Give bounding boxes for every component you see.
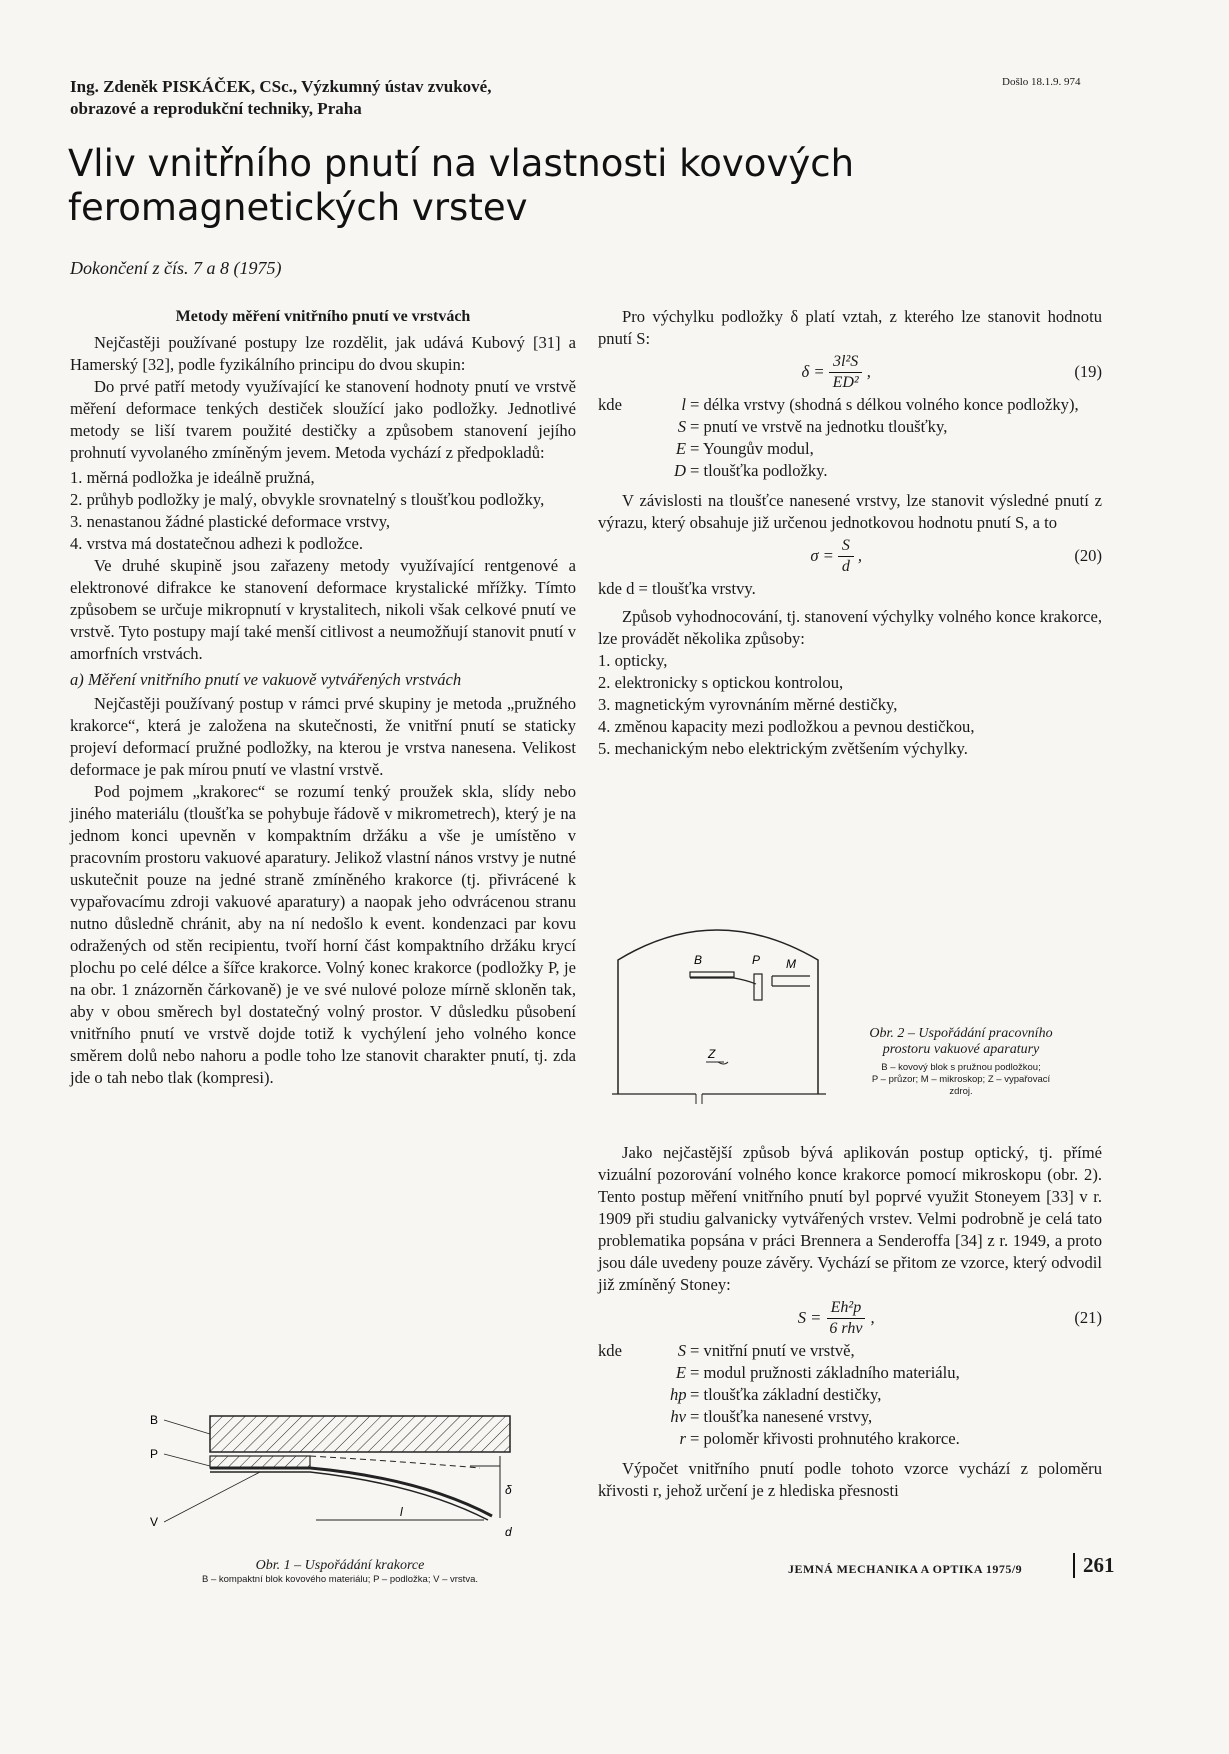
eq-tail: , — [870, 1308, 875, 1327]
def-text: tloušťka podložky. — [703, 461, 828, 480]
figure-2 — [606, 914, 1096, 1114]
def-lead — [598, 1406, 670, 1428]
list-item: 5. mechanickým nebo elektrickým zvětšením výchylky. — [598, 739, 968, 758]
paragraph: Ve druhé skupině jsou zařazeny metody využívající rentgenové a elektronové difrakce ke stanovení deformace krystalické mřížky. Tímto způsobem se určuje mikropnutí v krystalitech, nikoli však celkové pnutí ve vrstvě. Tyto postupy mají také menší citlivost a neumožňují stanovit pnutí v amorfních vrstvách. — [70, 556, 576, 663]
article-title — [68, 142, 854, 230]
figure-1-caption: Obr. 1 – Uspořádání krakorce — [255, 1558, 425, 1573]
figure-2-legend-line-1: B – kovový blok s pružnou podložkou; — [881, 1062, 1041, 1073]
def-lead — [598, 1362, 670, 1384]
list-item: 1. opticky, — [598, 651, 668, 670]
def-lead — [598, 416, 670, 438]
page-number: 261 — [1073, 1553, 1115, 1578]
eq-lhs: σ = — [810, 546, 834, 565]
eq-lhs: S = — [797, 1308, 822, 1327]
def-lead — [598, 438, 670, 460]
figure-1 — [140, 1408, 540, 1586]
paragraph: Pro výchylku podložky δ platí vztah, z kterého lze stanovit hodnotu pnutí S: — [598, 307, 1102, 348]
equation-20 — [598, 534, 1102, 578]
figure-1-legend: B – kompaktní blok kovového materiálu; P – podložka; V – vrstva. — [202, 1574, 478, 1585]
eq-denominator: ED² — [832, 373, 859, 391]
def-equals: = — [690, 417, 700, 436]
label-Z: Z — [708, 1047, 716, 1061]
equation-number: (20) — [1074, 546, 1102, 565]
def-symbol: E — [675, 439, 686, 458]
eq-numerator: S — [838, 536, 854, 557]
label-V: V — [150, 1515, 159, 1529]
equation-21 — [598, 1296, 1102, 1340]
author-line: Ing. Zdeněk PISKÁČEK, CSc., Výzkumný ústav zvukové, — [70, 77, 492, 96]
right-column — [598, 306, 1102, 760]
eq-lhs: δ = — [801, 362, 825, 381]
journal-footer: JEMNÁ MECHANIKA A OPTIKA 1975/9 — [788, 1562, 1023, 1576]
paragraph: Do prvé patří metody využívající ke stanovení hodnoty pnutí ve vrstvě měření deformace tenkých destiček sloužící jako podložky. Jednotlivé metody se liší tvarem použité destičky a způsobem stanovení jejího prohnutí vyvolaného zmíněným jevem. Metoda vychází z předpokladů: — [70, 377, 576, 462]
label-P: P — [150, 1447, 159, 1461]
block-B — [210, 1416, 510, 1452]
eq-denominator: 6 rhv — [829, 1319, 863, 1337]
def-lead: kde — [598, 1341, 622, 1360]
list-item: 2. elektronicky s optickou kontrolou, — [598, 673, 844, 692]
figure-2-legend-line-3: zdroj. — [949, 1086, 973, 1097]
affiliation-line: obrazové a reprodukční techniky, Praha — [70, 99, 362, 118]
def-equals: = — [690, 1363, 700, 1382]
right-column-lower — [598, 1142, 1102, 1502]
left-column — [70, 306, 576, 1089]
eq-tail: , — [857, 546, 863, 565]
method-list — [598, 650, 1102, 760]
author-block — [70, 76, 491, 120]
list-item: 3. nenastanou žádné plastické deformace vrstvy, — [70, 512, 391, 531]
label-delta: δ — [505, 1483, 512, 1497]
def-equals: = — [690, 1341, 700, 1360]
figure-2-legend-line-2: P – průzor; M – mikroskop; Z – vypařovací — [871, 1074, 1051, 1085]
def-equals: = — [690, 1429, 700, 1448]
definitions-19 — [598, 394, 1102, 482]
eq-tail: , — [866, 362, 871, 381]
def-lead — [598, 1384, 670, 1406]
def-symbol: S — [677, 417, 686, 436]
paragraph: Pod pojmem „krakorec“ se rozumí tenký proužek skla, slídy nebo jiného materiálu (tloušťka se pohybuje řádově v mikrometrech), který je na jednom konci upevněn v kompaktním držáku a vše je umístěno v pracovním prostoru vakuové aparatury. Jelikož vlastní nános vrstvy je nutné uskutečnit pouze na jedné straně zmíněného krakorce (tj. přivrácené k vypařovacímu zdroji vakuové aparatury) a naopak jeho odvrácenou stranu nutno důsledně chránit, aby na ní nedošlo k event. kondenzaci par kovu odražených od stěn recipientu, tvoří horní část kompaktního držáku krycí plochu po celé délce a šířce krakorce. Volný konec krakorce (podložky P, je na obr. 1 znázorněn čárkovaně) je ve své nulové poloze mírně skloněn tak, aby v obou směrech byl dostatečný volný prostor. V důsledku působení vnitřního pnutí ve vrstvě dojde totiž k vychýlení jeho volného konce směrem dolů nebo nahoru a podle toho lze stanovit charakter pnutí, tj. zda jde o tah nebo tlak (kompresi). — [70, 782, 576, 1087]
def-text: vnitřní pnutí ve vrstvě, — [703, 1341, 855, 1360]
paragraph: Nejčastěji používaný postup v rámci prvé skupiny je metoda „pružného krakorce“, která je založena na skutečnosti, že vnitřní pnutí se staticky projeví deformací pružné podložky, na kterou je vrstva nanesena. Velikost deformace je pak mírou pnutí ve vlastní vrstvě. — [70, 694, 576, 779]
section-heading: Metody měření vnitřního pnutí ve vrstvách — [175, 308, 471, 325]
title-line-2: feromagnetických vrstev — [68, 186, 528, 229]
paragraph: Jako nejčastější způsob bývá aplikován postup optický, tj. přímé vizuální pozorování volného konce krakorce pomocí mikroskopu (obr. 2). Tento postup měření vnitřního pnutí byl poprvé využit Stoneyem [33] v r. 1909 při studiu galvanicky vytvářených vrstev. Velmi podrobně je celá tato problematika popsána v práci Brennera a Senderoffa [34] z r. 1949, a proto jsou dále uvedeny pouze závěry. Vychází se přitom ze vzorce, který odvodil již zmíněný Stoney: — [598, 1143, 1102, 1294]
eq-numerator: Eh²p — [827, 1298, 866, 1319]
continuation-note: Dokončení z čís. 7 a 8 (1975) — [70, 258, 282, 278]
equation-number: (19) — [1074, 362, 1102, 381]
definitions-21 — [598, 1340, 1102, 1450]
label-B: B — [694, 953, 703, 967]
list-item: 1. měrná podložka je ideálně pružná, — [70, 468, 315, 487]
def-text: délka vrstvy (shodná s délkou volného konce podložky), — [703, 395, 1079, 414]
list-item: 4. změnou kapacity mezi podložkou a pevnou destičkou, — [598, 717, 975, 736]
list-item: 4. vrstva má dostatečnou adhezi k podložce. — [70, 534, 364, 553]
def-equals: = — [690, 461, 700, 480]
def-symbol: hv — [670, 1407, 686, 1426]
cantilever-diagram — [140, 1408, 540, 1553]
figure-2-caption-line-2: prostoru vakuové aparatury — [882, 1042, 1040, 1057]
def-text: tloušťka nanesené vrstvy, — [703, 1407, 873, 1426]
received-note: Došlo 18.1.9. 974 — [1002, 76, 1081, 88]
def-text: pnutí ve vrstvě na jednotku tloušťky, — [703, 417, 948, 436]
def-equals: = — [690, 439, 700, 458]
def-equals: = — [690, 395, 700, 414]
def-text: modul pružnosti základního materiálu, — [703, 1363, 960, 1382]
eq-numerator: 3l²S — [829, 352, 862, 373]
paragraph: kde d = tloušťka vrstvy. — [598, 579, 756, 598]
label-d: d — [505, 1525, 512, 1539]
def-text: Youngův modul, — [702, 439, 814, 458]
def-symbol: hp — [670, 1385, 687, 1404]
paragraph: Nejčastěji používané postupy lze rozdělit, jak udává Kubový [31] a Hamerský [32], podle fyzikálního principu do dvou skupin: — [70, 333, 576, 374]
title-line-1: Vliv vnitřního pnutí na vlastnosti kovových — [68, 142, 855, 185]
def-text: tloušťka základní destičky, — [703, 1385, 882, 1404]
def-symbol: D — [674, 461, 686, 480]
assumption-list — [70, 467, 576, 555]
figure-2-caption-block — [836, 1026, 1086, 1098]
label-B: B — [150, 1413, 159, 1427]
holder-lower — [210, 1456, 310, 1468]
def-lead: kde — [598, 395, 622, 414]
figure-2-caption-line-1: Obr. 2 – Uspořádání pracovního — [869, 1026, 1053, 1041]
paragraph: V závislosti na tloušťce nanesené vrstvy, lze stanovit výsledné pnutí z výrazu, který obsahuje již určenou jednotkovou hodnotu pnutí S, a to — [598, 491, 1102, 532]
subsection-heading: a) Měření vnitřního pnutí ve vakuově vytvářených vrstvách — [70, 670, 462, 689]
paragraph: Způsob vyhodnocování, tj. stanovení výchylky volného konce krakorce, lze provádět několika způsoby: — [598, 607, 1102, 648]
def-symbol: r — [679, 1429, 686, 1448]
equation-number: (21) — [1074, 1308, 1102, 1327]
def-lead — [598, 460, 670, 482]
label-l: l — [400, 1505, 403, 1519]
def-text: poloměr křivosti prohnutého krakorce. — [703, 1429, 960, 1448]
eq-denominator: d — [841, 557, 850, 575]
label-P: P — [752, 953, 761, 967]
equation-19 — [598, 350, 1102, 394]
def-equals: = — [690, 1385, 700, 1404]
list-item: 3. magnetickým vyrovnáním měrné destičky, — [598, 695, 898, 714]
vacuum-chamber-diagram — [606, 914, 846, 1104]
def-equals: = — [690, 1407, 700, 1426]
def-lead — [598, 1428, 670, 1450]
paragraph: Výpočet vnitřního pnutí podle tohoto vzorce vychází z poloměru křivosti r, jehož určení je z hlediska přesnosti — [598, 1459, 1102, 1500]
def-symbol: l — [681, 395, 686, 414]
def-symbol: E — [675, 1363, 686, 1382]
label-M: M — [786, 957, 796, 971]
list-item: 2. průhyb podložky je malý, obvykle srovnatelný s tloušťkou podložky, — [70, 490, 545, 509]
def-symbol: S — [677, 1341, 686, 1360]
